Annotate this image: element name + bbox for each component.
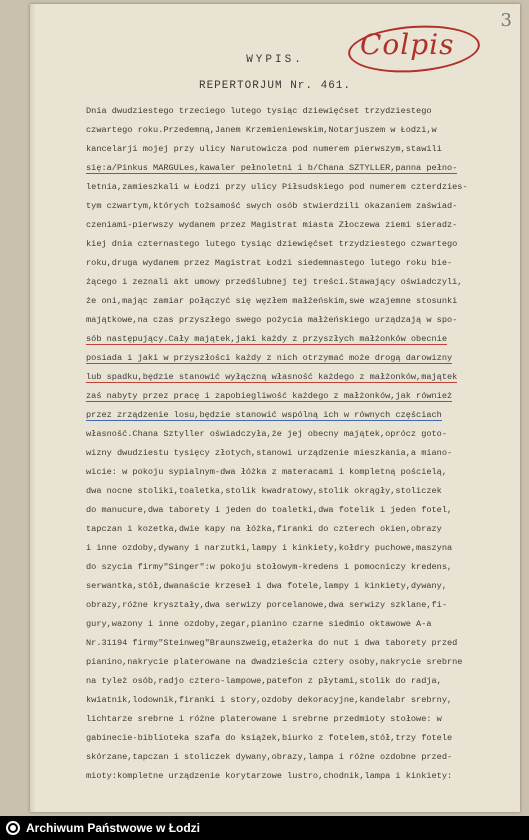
text-line: kiej dnia czternastego lutego tysiąc dziewięćset trzydziestego czwartego	[86, 239, 458, 249]
text-line: pianino,nakrycie platerowane na dwadzieścia cztery osoby,nakrycie srebrne	[86, 657, 463, 667]
text-line: do manucure,dwa taborety i jeden do toaletki,dwa fotelik i jeden fotel,	[86, 505, 453, 515]
text-line: własność.Chana Sztyller oświadczyła,że jej obecny majątek,oprócz goto-	[86, 429, 447, 439]
text-line: gury,wazony i inne ozdoby,zegar,pianino czarne siedmio oktawowe A-a	[86, 619, 432, 629]
text-line: kancelarji mojej przy ulicy Narutowicza pod numerem pierwszym,stawili	[86, 144, 442, 154]
text-line	[86, 368, 529, 387]
text-line: Nr.31194 firmy"Steinweg"Braunszweig,etażerka do nut i dwa taborety przed	[86, 638, 458, 648]
text-line: roku,druga wydanem przez Magistrat Łodzi siedemnastego lutego roku bie-	[86, 258, 453, 268]
text-line: Dnia dwudziestego trzeciego lutego tysiąc dziewięćset trzydziestego	[86, 106, 432, 116]
underlined-text: lub spadku,będzie stanowić wyłączną własność każdego z małżonków,majątek	[86, 372, 458, 382]
underlined-text: sób następujący.Cały majątek,jaki każdy z przyszłych małżonków obecnie	[86, 334, 447, 344]
text-line	[86, 159, 529, 178]
text-line: wizny dwudziestu tysięcy złotych,stanowi urządzenie mieszkania,a miano-	[86, 448, 453, 458]
text-line: na tyleż osób,radjo cztero-lampowe,patefon z płytami,stolik do radja,	[86, 676, 442, 686]
text-line: lichtarze srebrne i różne platerowane i srebrne przedmioty stołowe: w	[86, 714, 442, 724]
text-line	[86, 349, 529, 368]
text-line: czwartego roku.Przedemną,Janem Krzemieniewskim,Notarjuszem w Łodzi,w	[86, 125, 437, 135]
underlined-text: zaś nabyty przez pracę i zapobiegliwość każdego z małżonków,jak również	[86, 391, 453, 401]
text-line: majątkowe,na czas przyszłego swego pożycia małżeńskiego urządzają w spo-	[86, 315, 458, 325]
handwritten-note: Colpis	[360, 28, 455, 61]
text-line	[86, 406, 529, 425]
document-page	[30, 4, 520, 812]
document-body	[86, 102, 529, 786]
text-line: wicie: w pokoju sypialnym-dwa łóżka z materacami i kompletną pościelą,	[86, 467, 447, 477]
text-line	[86, 387, 529, 406]
underlined-text: się:a/Pinkus MARGULes,kawaler pełnoletni i b/Chana SZTYLLER,panna pełno-	[86, 163, 458, 173]
text-line: gabinecie-biblioteka szafa do książek,biurko z fotelem,stół,trzy fotele	[86, 733, 453, 743]
underlined-text: przez zrządzenie losu,będzie stanowić wspólną ich w równych częściach	[86, 410, 442, 420]
text-line: tapczan i kozetka,dwie kapy na łóżka,firanki do czterech okien,obrazy	[86, 524, 442, 534]
text-line: mioty:kompletne urządzenie korytarzowe lustro,chodnik,lampa i kinkiety:	[86, 771, 453, 781]
repertorium-number: REPERTORJUM Nr. 461.	[198, 80, 352, 92]
document-title: WYPIS.	[246, 54, 304, 66]
text-line: kwiatnik,lodownik,firanki i story,ozdoby dekoracyjne,kandelabr srebrny,	[86, 695, 453, 705]
text-line: serwantka,stół,dwanaście krzeseł i dwa fotele,lampy i kinkiety,dywany,	[86, 581, 447, 591]
text-line	[86, 330, 529, 349]
text-line: i inne ozdoby,dywany i narzutki,lampy i kinkiety,kołdry puchowe,maszyna	[86, 543, 453, 553]
text-line: czeniami-pierwszy wydanem przez Magistrat miasta Złoczewa ziemi sieradz-	[86, 220, 458, 230]
archive-logo-icon	[6, 821, 20, 835]
archive-name: Archiwum Państwowe w Łodzi	[26, 821, 201, 835]
text-line: żącego i zeznali akt umowy przedślubnej tej treści.Stawający oświadczyli,	[86, 277, 463, 287]
archive-footer	[0, 816, 529, 840]
text-line: skórzane,tapczan i stoliczek dywany,obrazy,lampa i różne ozdobne przed-	[86, 752, 453, 762]
text-line: do szycia firmy"Singer":w pokoju stołowym-kredens i pomocniczy kredens,	[86, 562, 453, 572]
text-line: że oni,mając zamiar połączyć się węzłem małżeńskim,swe wzajemne stosunki	[86, 296, 458, 306]
text-line: letnia,zamieszkali w Łodzi przy ulicy Piłsudskiego pod numerem czterdzies-	[86, 182, 468, 192]
page-fold	[30, 4, 36, 812]
text-line: tym czwartym,których tożsamość swych osób stwierdzili okazaniem zaświad-	[86, 201, 458, 211]
underlined-text: posiada i jaki w przyszłości każdy z nich otrzymać może drogą darowizny	[86, 353, 453, 363]
text-line: dwa nocne stoliki,toaletka,stolik kwadratowy,stolik okrągły,stoliczek	[86, 486, 442, 496]
pencil-page-number: 3	[500, 10, 512, 31]
text-line: obrazy,różne kryształy,dwa serwizy porcelanowe,dwa serwizy szklane,fi-	[86, 600, 447, 610]
